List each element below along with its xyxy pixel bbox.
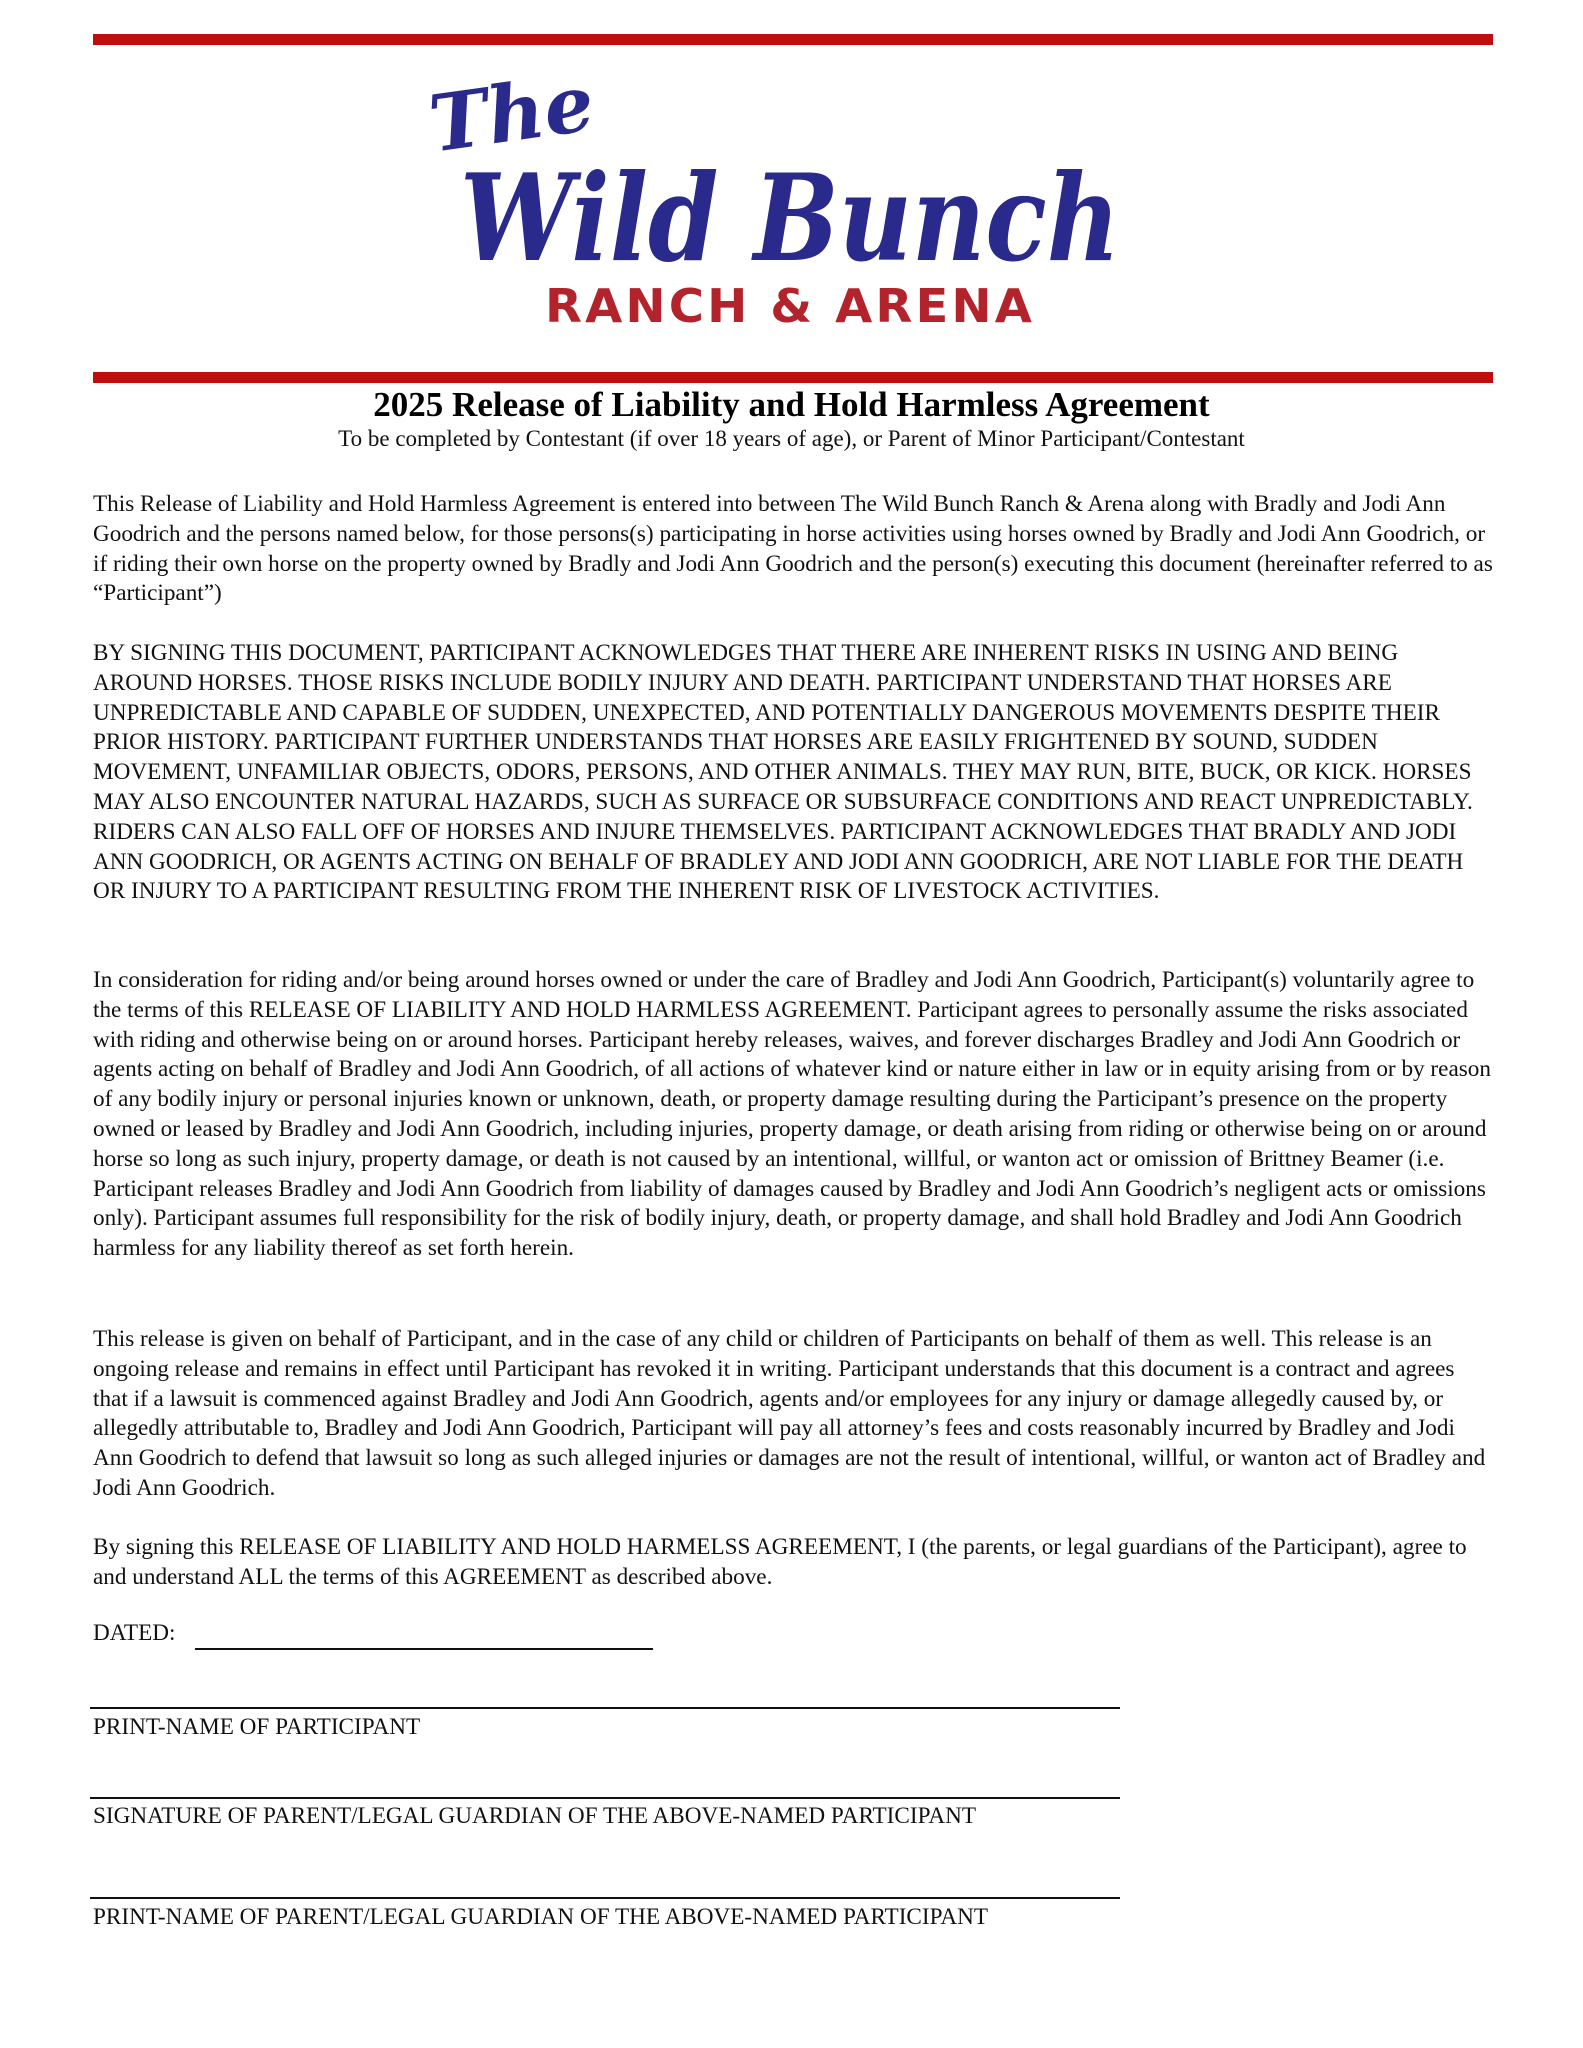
guardian-name-label: PRINT-NAME OF PARENT/LEGAL GUARDIAN OF THE ABOVE-NAMED PARTICIPANT [93, 1904, 989, 1930]
consideration-paragraph: In consideration for riding and/or being around horses owned or under the care of Bradley and Jodi Ann Goodrich, Participant(s) voluntarily agree to the terms of this RELEASE OF LIABILITY AND HOLD HARMLESS AGREEMENT. Participant agrees to personally assume the risks associated with riding and otherwise being on or around horses. Participant hereby releases, waives, and forever discharges Bradley and Jodi Ann Goodrich or agents acting on behalf of Bradley and Jodi Ann Goodrich, of all actions of whatever kind or nature either in law or in equity arising from or by reason of any bodily injury or personal injuries known or unknown, death, or property damage resulting during the Participant’s presence on the property owned or leased by Bradley and Jodi Ann Goodrich, including injuries, property damage, or death arising from riding or otherwise being on or around horse so long as such injury, property damage, or death is not caused by an intentional, willful, or wanton act or omission of Brittney Beamer (i.e. Participant releases Bradley and Jodi Ann Goodrich from liability of damages caused by Bradley and Jodi Ann Goodrich’s negligent acts or omissions only). Participant assumes full responsibility for the risk of bodily injury, death, or property damage, and shall hold Bradley and Jodi Ann Goodrich harmless for any liability thereof as set forth herein. [93, 967, 1491, 1262]
guardian-signature-label: SIGNATURE OF PARENT/LEGAL GUARDIAN OF THE ABOVE-NAMED PARTICIPANT [93, 1803, 977, 1829]
ranch-logo-graphic [420, 57, 1160, 350]
document-title: 2025 Release of Liability and Hold Harmless Agreement [373, 385, 1210, 424]
participant-name-label: PRINT-NAME OF PARTICIPANT [93, 1714, 421, 1740]
svg-text:The: The [423, 57, 600, 171]
guardian-signature-line[interactable] [90, 1797, 1120, 1799]
svg-text:RANCH & ARENA: RANCH & ARENA [545, 279, 1035, 333]
document-subtitle: To be completed by Contestant (if over 18 years of age), or Parent of Minor Participant/Contestant [338, 426, 1245, 451]
risk-acknowledgement-paragraph: BY SIGNING THIS DOCUMENT, PARTICIPANT ACKNOWLEDGES THAT THERE ARE INHERENT RISKS IN USING AND BEING AROUND HORSES. THOSE RISKS INCLUDE BODILY INJURY AND DEATH. PARTICIPANT UNDERSTAND THAT HORSES ARE UNPREDICTABLE AND CAPABLE OF SUDDEN, UNEXPECTED, AND POTENTIALLY DANGEROUS MOVEMENTS DESPITE THEIR PRIOR HISTORY. PARTICIPANT FURTHER UNDERSTANDS THAT HORSES ARE EASILY FRIGHTENED BY SOUND, SUDDEN MOVEMENT, UNFAMILIAR OBJECTS, ODORS, PERSONS, AND OTHER ANIMALS. THEY MAY RUN, BITE, BUCK, OR KICK. HORSES MAY ALSO ENCOUNTER NATURAL HAZARDS, SUCH AS SURFACE OR SUBSURFACE CONDITIONS AND REACT UNPREDICTABLY. RIDERS CAN ALSO FALL OFF OF HORSES AND INJURE THEMSELVES. PARTICIPANT ACKNOWLEDGES THAT BRADLY AND JODI ANN GOODRICH, OR AGENTS ACTING ON BEHALF OF BRADLEY AND JODI ANN GOODRICH, ARE NOT LIABLE FOR THE DEATH OR INJURY TO A PARTICIPANT RESULTING FROM THE INHERENT RISK OF LIVESTOCK ACTIVITIES. [93, 640, 1473, 905]
participant-name-line[interactable] [90, 1707, 1120, 1709]
ranch-logo [420, 57, 1160, 350]
header-bottom-rule [93, 372, 1493, 383]
intro-paragraph: This Release of Liability and Hold Harmless Agreement is entered into between The Wild Bunch Ranch & Arena along with Bradly and Jodi Ann Goodrich and the persons named below, for those persons(s) participating in horse activities using horses owned by Bradly and Jodi Ann Goodrich, or if riding their own horse on the property owned by Bradly and Jodi Ann Goodrich and the person(s) executing this document (hereinafter referred to as “Participant”) [93, 491, 1493, 607]
ongoing-release-paragraph: This release is given on behalf of Participant, and in the case of any child or children of Participants on behalf of them as well. This release is an ongoing release and remains in effect until Participant has revoked it in writing. Participant understands that this document is a contract and agrees that if a lawsuit is commenced against Bradley and Jodi Ann Goodrich, agents and/or employees for any injury or damage allegedly caused by, or allegedly attributable to, Bradley and Jodi Ann Goodrich, Participant will pay all attorney’s fees and costs reasonably incurred by Bradley and Jodi Ann Goodrich to defend that lawsuit so long as such alleged injuries or damages are not the result of intentional, willful, or wanton act of Bradley and Jodi Ann Goodrich. [93, 1326, 1486, 1501]
guardian-agreement-paragraph: By signing this RELEASE OF LIABILITY AND HOLD HARMELSS AGREEMENT, I (the parents, or legal guardians of the Participant), agree to and understand ALL the terms of this AGREEMENT as described above. [93, 1534, 1467, 1590]
svg-text:Wild Bunch: Wild Bunch [460, 148, 1120, 289]
dated-label: DATED: [93, 1620, 176, 1646]
header-top-rule [93, 34, 1493, 45]
guardian-name-line[interactable] [90, 1897, 1120, 1899]
dated-field-line[interactable] [195, 1648, 653, 1650]
